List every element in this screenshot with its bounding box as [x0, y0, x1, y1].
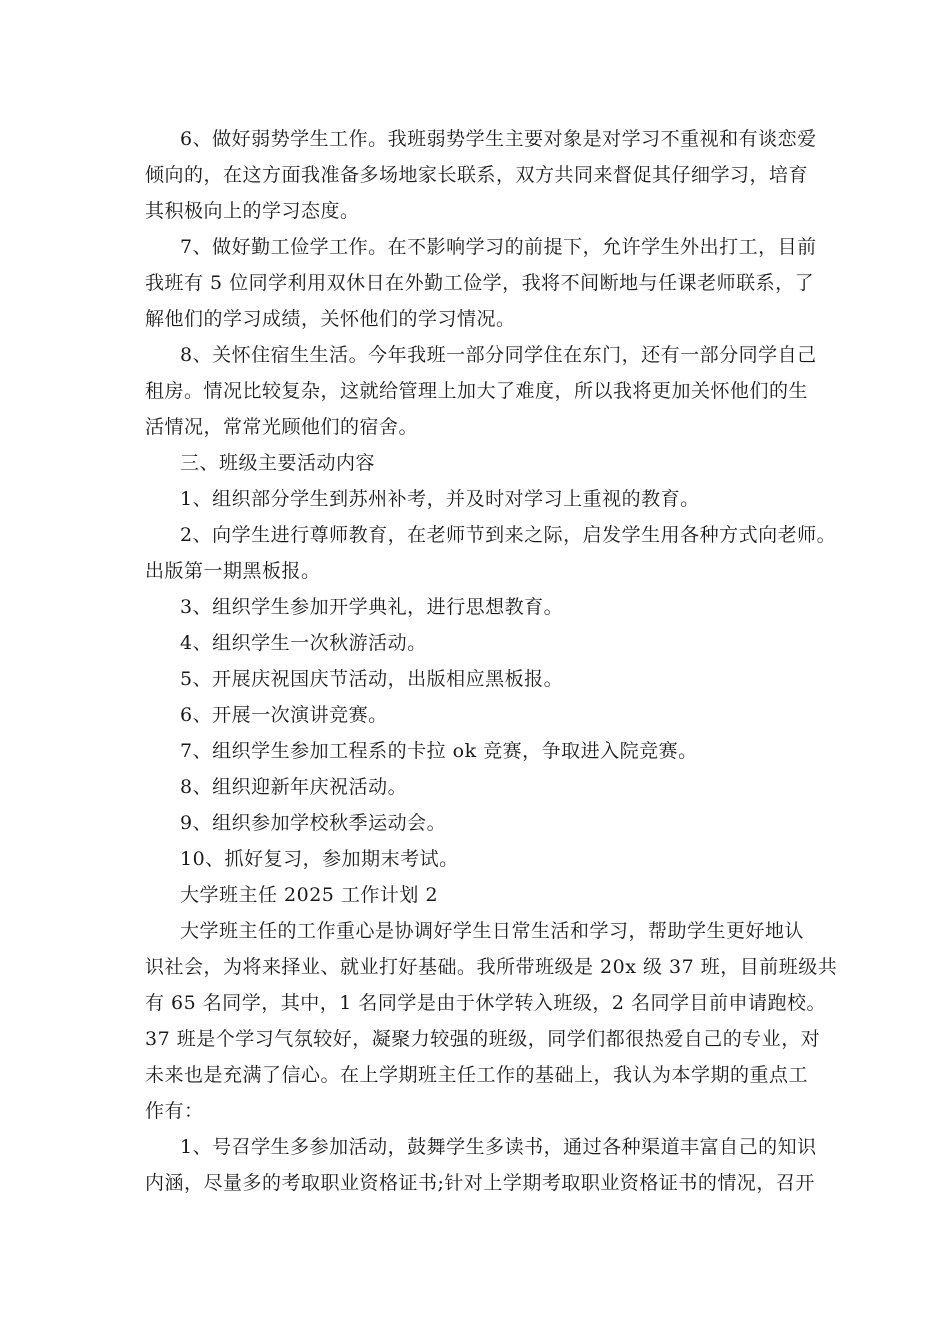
- text-line: 未来也是充满了信心。在上学期班主任工作的基础上，我认为本学期的重点工: [145, 1064, 809, 1086]
- list-item: 10、抓好复习，参加期末考试。: [180, 848, 459, 870]
- text-line: 其积极向上的学习态度。: [145, 200, 360, 222]
- text-line: 出版第一期黑板报。: [145, 560, 321, 582]
- list-item: 4、组织学生一次秋游活动。: [180, 632, 427, 654]
- text-line: 识社会，为将来择业、就业打好基础。我所带班级是 20x 级 37 班，目前班级共: [145, 956, 838, 978]
- text-line: 我班有 5 位同学利用双休日在外勤工俭学，我将不间断地与任课老师联系，了: [145, 272, 815, 294]
- text-line: 8、关怀住宿生生活。今年我班一部分同学住在东门，还有一部分同学自己: [180, 344, 817, 366]
- section-heading: 三、班级主要活动内容: [180, 452, 376, 474]
- text-line: 倾向的，在这方面我准备多场地家长联系，双方共同来督促其仔细学习，培育: [145, 164, 809, 186]
- list-item: 3、组织学生参加开学典礼，进行思想教育。: [180, 596, 564, 618]
- text-line: 7、做好勤工俭学工作。在不影响学习的前提下，允许学生外出打工，目前: [180, 236, 817, 258]
- list-item: 6、开展一次演讲竞赛。: [180, 704, 388, 726]
- text-line: 解他们的学习成绩，关怀他们的学习情况。: [145, 308, 516, 330]
- text-line: 租房。情况比较复杂，这就给管理上加大了难度，所以我将更加关怀他们的生: [145, 380, 809, 402]
- text-line: 有 65 名同学，其中，1 名同学是由于休学转入班级，2 名同学目前申请跑校。: [145, 992, 827, 1014]
- text-line: 6、做好弱势学生工作。我班弱势学生主要对象是对学习不重视和有谈恋爱: [180, 128, 817, 150]
- list-item: 9、组织参加学校秋季运动会。: [180, 812, 447, 834]
- section-title: 大学班主任 2025 工作计划 2: [180, 884, 439, 906]
- text-line: 作有：: [145, 1100, 204, 1122]
- list-item: 7、组织学生参加工程系的卡拉 ok 竞赛，争取进入院竞赛。: [180, 740, 698, 762]
- text-line: 1、号召学生多参加活动，鼓舞学生多读书，通过各种渠道丰富自己的知识: [180, 1136, 817, 1158]
- list-item: 5、开展庆祝国庆节活动，出版相应黑板报。: [180, 668, 564, 690]
- text-line: 活情况，常常光顾他们的宿舍。: [145, 416, 419, 438]
- text-line: 内涵，尽量多的考取职业资格证书;针对上学期考取职业资格证书的情况，召开: [145, 1172, 815, 1194]
- list-item: 1、组织部分学生到苏州补考，并及时对学习上重视的教育。: [180, 488, 700, 510]
- list-item: 8、组织迎新年庆祝活动。: [180, 776, 408, 798]
- list-item: 2、向学生进行尊师教育，在老师节到来之际，启发学生用各种方式向老师。: [180, 524, 837, 546]
- text-line: 大学班主任的工作重心是协调好学生日常生活和学习，帮助学生更好地认: [180, 920, 805, 942]
- text-line: 37 班是个学习气氛较好，凝聚力较强的班级，同学们都很热爱自己的专业，对: [145, 1028, 821, 1050]
